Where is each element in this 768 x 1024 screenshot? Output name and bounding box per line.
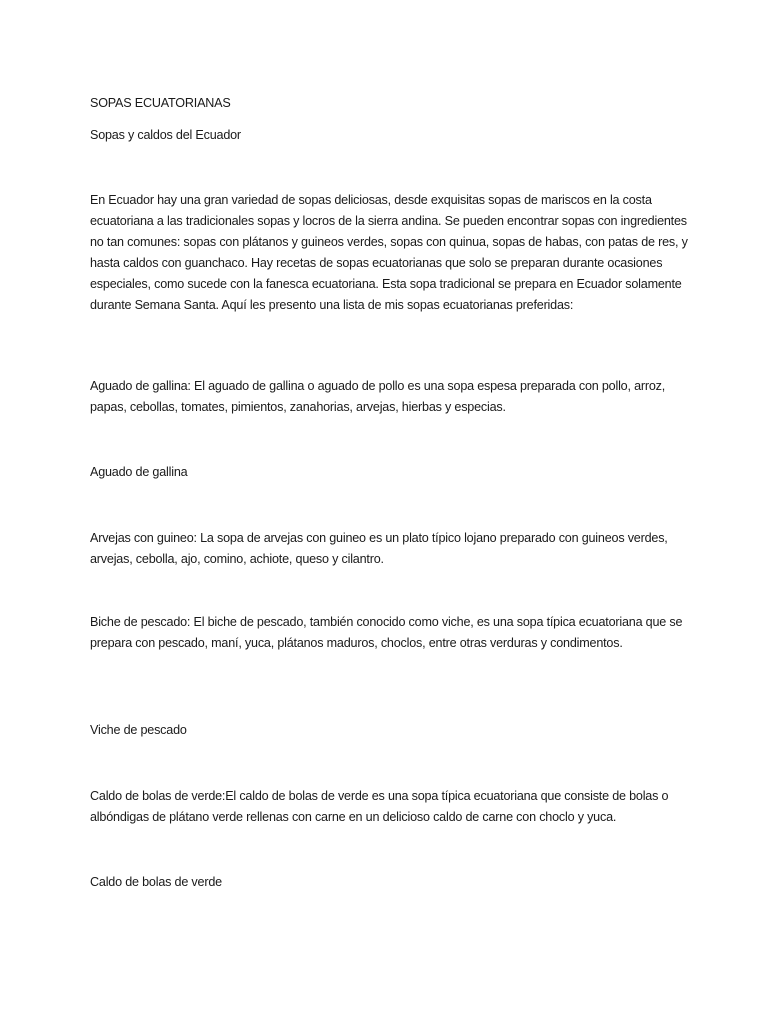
document-subtitle: Sopas y caldos del Ecuador <box>90 128 241 142</box>
entry-description-arvejas-con-guineo: Arvejas con guineo: La sopa de arvejas con guineo es un plato típico lojano preparado con guineos verdes, arvejas, cebolla, ajo, comino, achiote, queso y cilantro. <box>90 531 668 566</box>
document-title: SOPAS ECUATORIANAS <box>90 96 231 110</box>
image-caption-caldo-de-bolas-de-verde: Caldo de bolas de verde <box>90 875 222 889</box>
intro-paragraph: En Ecuador hay una gran variedad de sopas deliciosas, desde exquisitas sopas de mariscos en la costa ecuatoriana a las tradicionales sopas y locros de la sierra andina. Se pueden encontrar sopas con ingredientes no tan comunes: sopas con plátanos y guineos verdes, sopas con quinua, sopas de habas, con patas de res, y hasta caldos con guanchaco. Hay recetas de sopas ecuatorianas que solo se preparan durante ocasiones especiales, como sucede con la fanesca ecuatoriana. Esta sopa tradicional se prepara en Ecuador solamente durante Semana Santa. Aquí les presento una lista de mis sopas ecuatorianas preferidas: <box>90 193 688 312</box>
entry-description-aguado-de-gallina: Aguado de gallina: El aguado de gallina o aguado de pollo es una sopa espesa preparada con pollo, arroz, papas, cebollas, tomates, pimientos, zanahorias, arvejas, hierbas y especias. <box>90 379 666 414</box>
entry-description-biche-de-pescado: Biche de pescado: El biche de pescado, también conocido como viche, es una sopa típica ecuatoriana que se prepara con pescado, maní, yuca, plátanos maduros, choclos, entre otras verduras y condimentos. <box>90 615 683 650</box>
entry-description-caldo-de-bolas-de-verde: Caldo de bolas de verde:El caldo de bolas de verde es una sopa típica ecuatoriana que consiste de bolas o albóndigas de plátano verde rellenas con carne en un delicioso caldo de carne con choclo y yuca. <box>90 789 669 824</box>
image-caption-aguado-de-gallina: Aguado de gallina <box>90 465 188 479</box>
image-caption-viche-de-pescado: Viche de pescado <box>90 723 187 737</box>
